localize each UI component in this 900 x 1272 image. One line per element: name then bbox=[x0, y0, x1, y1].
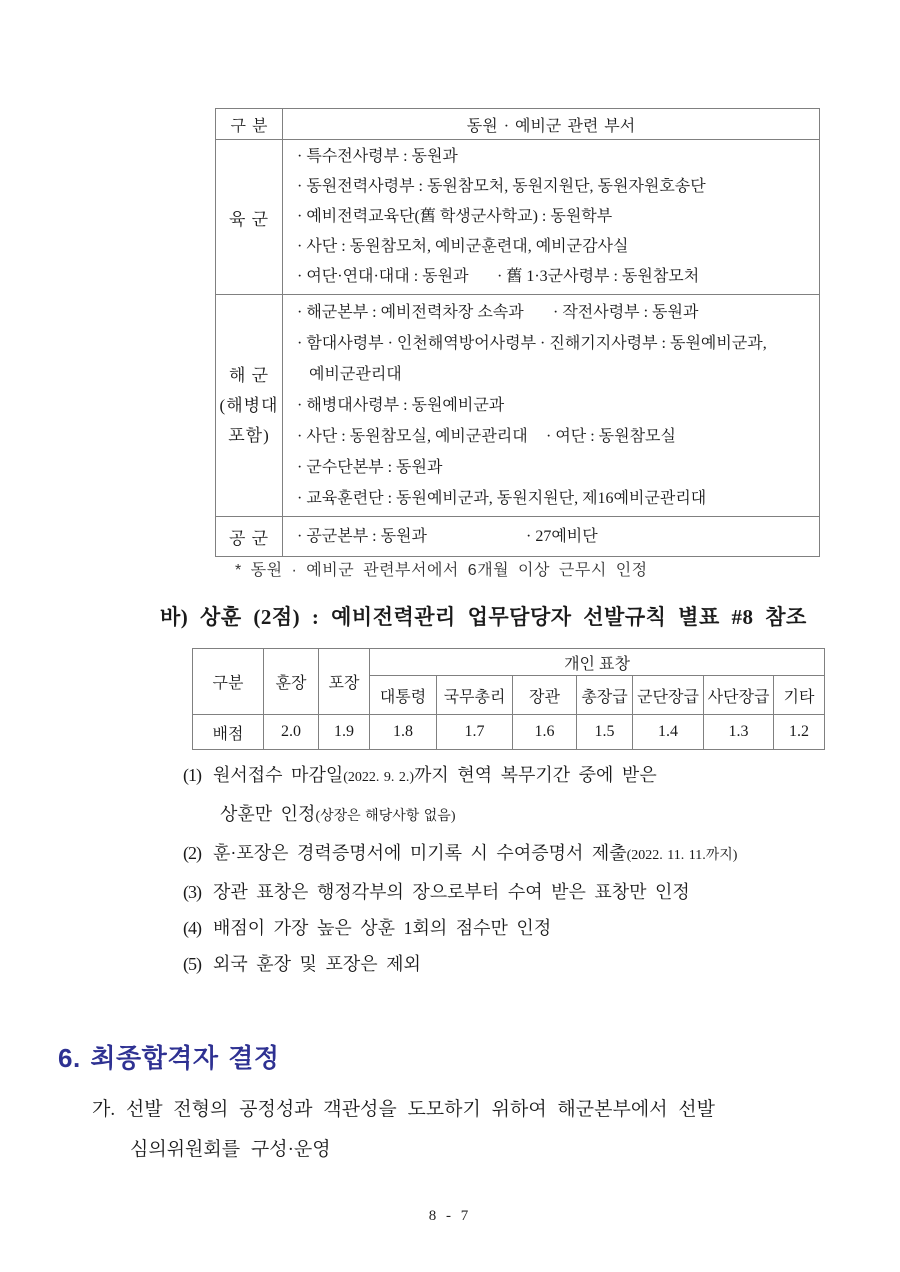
airforce-departments-cell bbox=[283, 517, 820, 557]
note-number: (2) bbox=[183, 843, 201, 863]
section-6-paragraph-line-2: 심의위원회를 구성·운영 bbox=[130, 1139, 331, 1160]
navy-line-left: · 사단 : 동원참모실, 예비군관리대 bbox=[297, 428, 528, 445]
note-text: 까지 현역 복무기간 중에 받은 bbox=[414, 765, 657, 785]
navy-line bbox=[297, 297, 819, 328]
score-value: 1.2 bbox=[774, 715, 825, 750]
score-table-subheader: 장관 bbox=[513, 676, 577, 715]
score-value: 1.7 bbox=[437, 715, 513, 750]
table-row-army bbox=[216, 140, 820, 295]
navy-line: · 군수단본부 : 동원과 bbox=[297, 459, 443, 476]
army-line-left: · 여단·연대·대대 : 동원과 bbox=[297, 268, 469, 285]
note-3 bbox=[183, 874, 873, 910]
navy-line-left: · 해군본부 : 예비전력차장 소속과 bbox=[297, 304, 524, 321]
army-line: · 특수전사령부 : 동원과 bbox=[297, 148, 458, 165]
army-category-label: 육 군 bbox=[216, 140, 283, 295]
score-row-label: 배점 bbox=[193, 715, 264, 750]
score-table-subheader: 사단장급 bbox=[704, 676, 774, 715]
score-table-subheader: 기타 bbox=[774, 676, 825, 715]
navy-line: · 해병대사령부 : 동원예비군과 bbox=[297, 397, 505, 414]
note-1-line-2 bbox=[220, 796, 873, 835]
note-text: 훈·포장은 경력증명서에 미기록 시 수여증명서 제출 bbox=[213, 843, 627, 863]
note-paren-small: (상장은 해당사항 없음) bbox=[315, 809, 456, 824]
score-value: 1.6 bbox=[513, 715, 577, 750]
table-row-airforce bbox=[216, 517, 820, 557]
org-table-header-category: 구 분 bbox=[216, 109, 283, 140]
airforce-line bbox=[297, 522, 819, 552]
score-table-header-citation-group: 개인 표창 bbox=[370, 649, 825, 676]
airforce-line-right: · 27예비단 bbox=[526, 527, 598, 545]
org-table-footnote: * 동원 · 예비군 관련부서에서 6개월 이상 근무시 인정 bbox=[235, 562, 648, 579]
navy-line bbox=[297, 421, 819, 452]
score-value: 1.3 bbox=[704, 715, 774, 750]
army-line: · 동원전력사령부 : 동원참모처, 동원지원단, 동원자원호송단 bbox=[297, 178, 706, 195]
note-date-small: (2022. 11. 11.까지) bbox=[626, 848, 738, 863]
org-table-header-departments: 동원 · 예비군 관련 부서 bbox=[283, 109, 820, 140]
navy-line-continuation: 예비군관리대 bbox=[309, 366, 402, 383]
navy-line-right: · 작전사령부 : 동원과 bbox=[553, 304, 699, 321]
note-text: 외국 훈장 및 포장은 제외 bbox=[213, 954, 421, 974]
score-value: 1.8 bbox=[370, 715, 437, 750]
navy-line-right: · 여단 : 동원참모실 bbox=[546, 428, 676, 445]
table-row-navy bbox=[216, 295, 820, 517]
score-table-header-medal: 훈장 bbox=[264, 649, 319, 715]
navy-line: · 함대사령부 · 인천해역방어사령부 · 진해기지사령부 : 동원예비군과, bbox=[297, 335, 767, 352]
note-5 bbox=[183, 946, 873, 982]
note-number: (5) bbox=[183, 954, 201, 974]
airforce-category-label: 공 군 bbox=[216, 517, 283, 557]
score-table-subheader: 국무총리 bbox=[437, 676, 513, 715]
award-notes-list bbox=[183, 757, 873, 982]
section-6-heading: 6. 최종합격자 결정 bbox=[58, 1043, 280, 1073]
navy-departments-cell bbox=[283, 295, 820, 517]
note-date-small: (2022. 9. 2.) bbox=[343, 770, 415, 785]
section-6-paragraph-line-1: 가. 선발 전형의 공정성과 객관성을 도모하기 위하여 해군본부에서 선발 bbox=[92, 1099, 716, 1120]
note-1-line-1 bbox=[183, 757, 873, 796]
score-table-subheader: 대통령 bbox=[370, 676, 437, 715]
org-department-table bbox=[215, 108, 820, 557]
score-table-data-row bbox=[193, 715, 825, 750]
page-number: 8 - 7 bbox=[428, 1208, 472, 1224]
army-line: · 사단 : 동원참모처, 예비군훈련대, 예비군감사실 bbox=[297, 238, 629, 255]
award-section-heading: 바) 상훈 (2점) : 예비전력관리 업무담당자 선발규칙 별표 #8 참조 bbox=[160, 605, 807, 629]
army-line: · 예비전력교육단(舊 학생군사학교) : 동원학부 bbox=[297, 208, 613, 225]
army-line bbox=[297, 262, 819, 292]
note-4 bbox=[183, 910, 873, 946]
note-number: (4) bbox=[183, 918, 201, 938]
army-line-right: · 舊 1·3군사령부 : 동원참모처 bbox=[497, 268, 700, 285]
score-table-subheader: 군단장급 bbox=[633, 676, 704, 715]
army-departments-cell bbox=[283, 140, 820, 295]
note-number: (1) bbox=[183, 765, 201, 785]
score-table-header-decoration: 포장 bbox=[319, 649, 370, 715]
score-table-subheader: 총장급 bbox=[577, 676, 633, 715]
note-text: 장관 표창은 행정각부의 장으로부터 수여 받은 표창만 인정 bbox=[213, 882, 690, 902]
score-value: 1.9 bbox=[319, 715, 370, 750]
score-value: 2.0 bbox=[264, 715, 319, 750]
score-value: 1.5 bbox=[577, 715, 633, 750]
note-text: 원서접수 마감일 bbox=[213, 765, 344, 785]
score-table-header-category: 구분 bbox=[193, 649, 264, 715]
note-2 bbox=[183, 835, 873, 874]
note-text: 배점이 가장 높은 상훈 1회의 점수만 인정 bbox=[213, 918, 552, 938]
navy-category-label: 해 군 (해병대 포함) bbox=[216, 295, 283, 517]
note-text: 상훈만 인정 bbox=[220, 804, 316, 824]
score-value: 1.4 bbox=[633, 715, 704, 750]
navy-line: · 교육훈련단 : 동원예비군과, 동원지원단, 제16예비군관리대 bbox=[297, 490, 707, 507]
award-score-table bbox=[192, 648, 825, 750]
airforce-line-left: · 공군본부 : 동원과 bbox=[297, 527, 427, 545]
note-number: (3) bbox=[183, 882, 201, 902]
